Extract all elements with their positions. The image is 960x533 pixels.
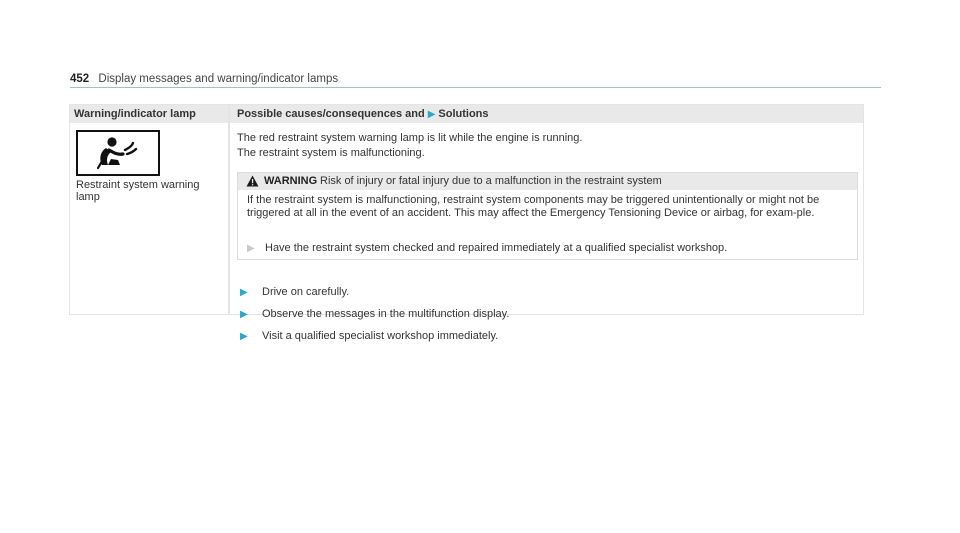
warning-header xyxy=(238,173,857,190)
warning-step xyxy=(247,242,727,255)
page-header xyxy=(70,73,881,88)
step-text: Observe the messages in the multifunction display. xyxy=(262,308,510,320)
warning-triangle-icon xyxy=(246,175,259,193)
warning-notice xyxy=(237,172,858,260)
warning-headline: Risk of injury or fatal injury due to a malfunction in the restraint system xyxy=(320,175,662,187)
list-item xyxy=(240,286,349,299)
cause-paragraph: The red restraint system warning lamp is lit while the engine is running. xyxy=(237,132,583,144)
cause-paragraph: The restraint system is malfunctioning. xyxy=(237,147,425,159)
warning-body: If the restraint system is malfunctioning, restraint system components may be triggered unintentionally or might not be triggered at all in the event of an accident. This may affect the Emergency Tensioning Device or airbag, for exam-ple. xyxy=(247,194,820,219)
section-title: Display messages and warning/indicator lamps xyxy=(98,73,339,85)
arrow-right-icon: ▶ xyxy=(427,109,436,120)
warning-step-text: Have the restraint system checked and repaired immediately at a qualified specialist workshop. xyxy=(265,242,728,254)
list-item xyxy=(240,308,509,321)
column-header-causes-label: Possible causes/consequences and xyxy=(237,108,425,120)
page-number: 452 xyxy=(70,73,90,85)
column-header-lamp: Warning/indicator lamp xyxy=(70,105,228,123)
arrow-right-icon: ▶ xyxy=(247,243,255,254)
column-divider xyxy=(228,105,230,314)
list-item xyxy=(240,330,498,343)
step-text: Visit a qualified specialist workshop immediately. xyxy=(262,330,499,342)
step-text: Drive on carefully. xyxy=(262,286,350,298)
column-header-solutions-label: Solutions xyxy=(438,108,489,120)
column-header-causes xyxy=(230,105,863,123)
warning-lamp-table xyxy=(69,104,864,342)
arrow-right-icon: ▶ xyxy=(240,287,248,298)
arrow-right-icon: ▶ xyxy=(240,331,248,342)
warning-title: WARNING xyxy=(264,175,318,187)
arrow-right-icon: ▶ xyxy=(240,309,248,320)
lamp-label: Restraint system warning lamp xyxy=(76,179,200,203)
airbag-restraint-icon xyxy=(76,130,160,176)
